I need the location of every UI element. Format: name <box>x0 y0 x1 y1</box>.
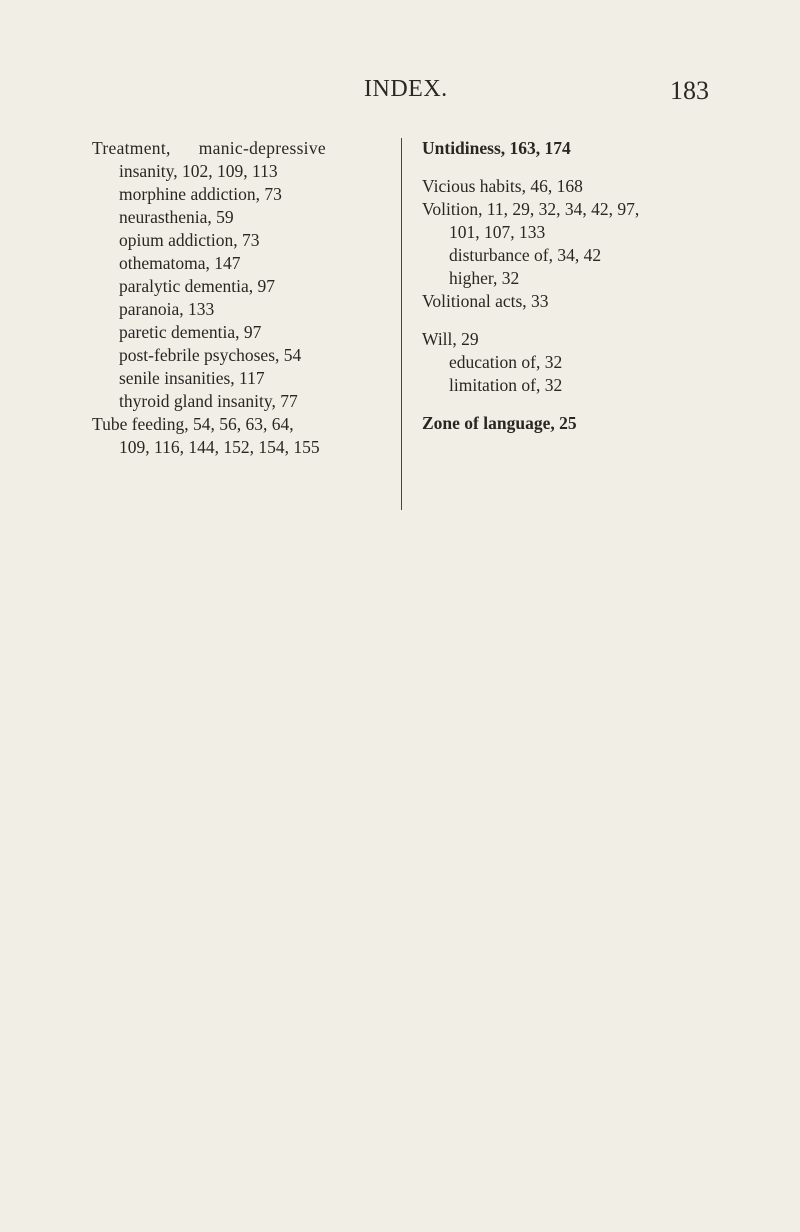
index-entry-continuation: 109, 116, 144, 152, 154, 155 <box>119 437 320 457</box>
index-subentry: opium addiction, 73 <box>119 230 260 250</box>
index-subentry: paretic dementia, 97 <box>119 322 262 342</box>
index-subentry: paralytic dementia, 97 <box>119 276 275 296</box>
index-subentry: disturbance of, 34, 42 <box>449 245 602 265</box>
index-subentry: senile insanities, 117 <box>119 368 265 388</box>
index-subentry: morphine addiction, 73 <box>119 184 282 204</box>
index-subentry: post-febrile psychoses, 54 <box>119 345 302 365</box>
index-entry-volitional-acts: Volitional acts, 33 <box>422 291 549 311</box>
index-column-right <box>422 137 722 435</box>
index-entry-zone-of-language: Zone of language, 25 <box>422 413 577 433</box>
index-subentry: othematoma, 147 <box>119 253 241 273</box>
running-head: INDEX. <box>364 76 448 102</box>
index-entry-untidiness: Untidiness, 163, 174 <box>422 138 571 158</box>
index-entry-tube-feeding: Tube feeding, 54, 56, 63, 64, <box>92 414 294 434</box>
index-subentry: higher, 32 <box>449 268 520 288</box>
index-entry-continuation: insanity, 102, 109, 113 <box>119 161 278 181</box>
index-entry-vicious-habits: Vicious habits, 46, 168 <box>422 176 583 196</box>
page-header <box>0 68 800 108</box>
column-divider <box>401 138 402 510</box>
index-subentry: thyroid gland insanity, 77 <box>119 391 298 411</box>
index-entry-volition: Volition, 11, 29, 32, 34, 42, 97, <box>422 199 640 219</box>
section-gap <box>422 397 722 412</box>
index-entry-treatment: Treatment, manic-depressive <box>92 138 326 158</box>
index-entry-will: Will, 29 <box>422 329 479 349</box>
index-subentry: neurasthenia, 59 <box>119 207 234 227</box>
section-gap <box>422 313 722 328</box>
page-number: 183 <box>670 76 709 105</box>
index-entry-continuation: 101, 107, 133 <box>449 222 546 242</box>
index-subentry: paranoia, 133 <box>119 299 215 319</box>
section-gap <box>422 160 722 175</box>
index-subentry: education of, 32 <box>449 352 563 372</box>
index-column-left <box>92 137 398 459</box>
index-subentry: limitation of, 32 <box>449 375 563 395</box>
